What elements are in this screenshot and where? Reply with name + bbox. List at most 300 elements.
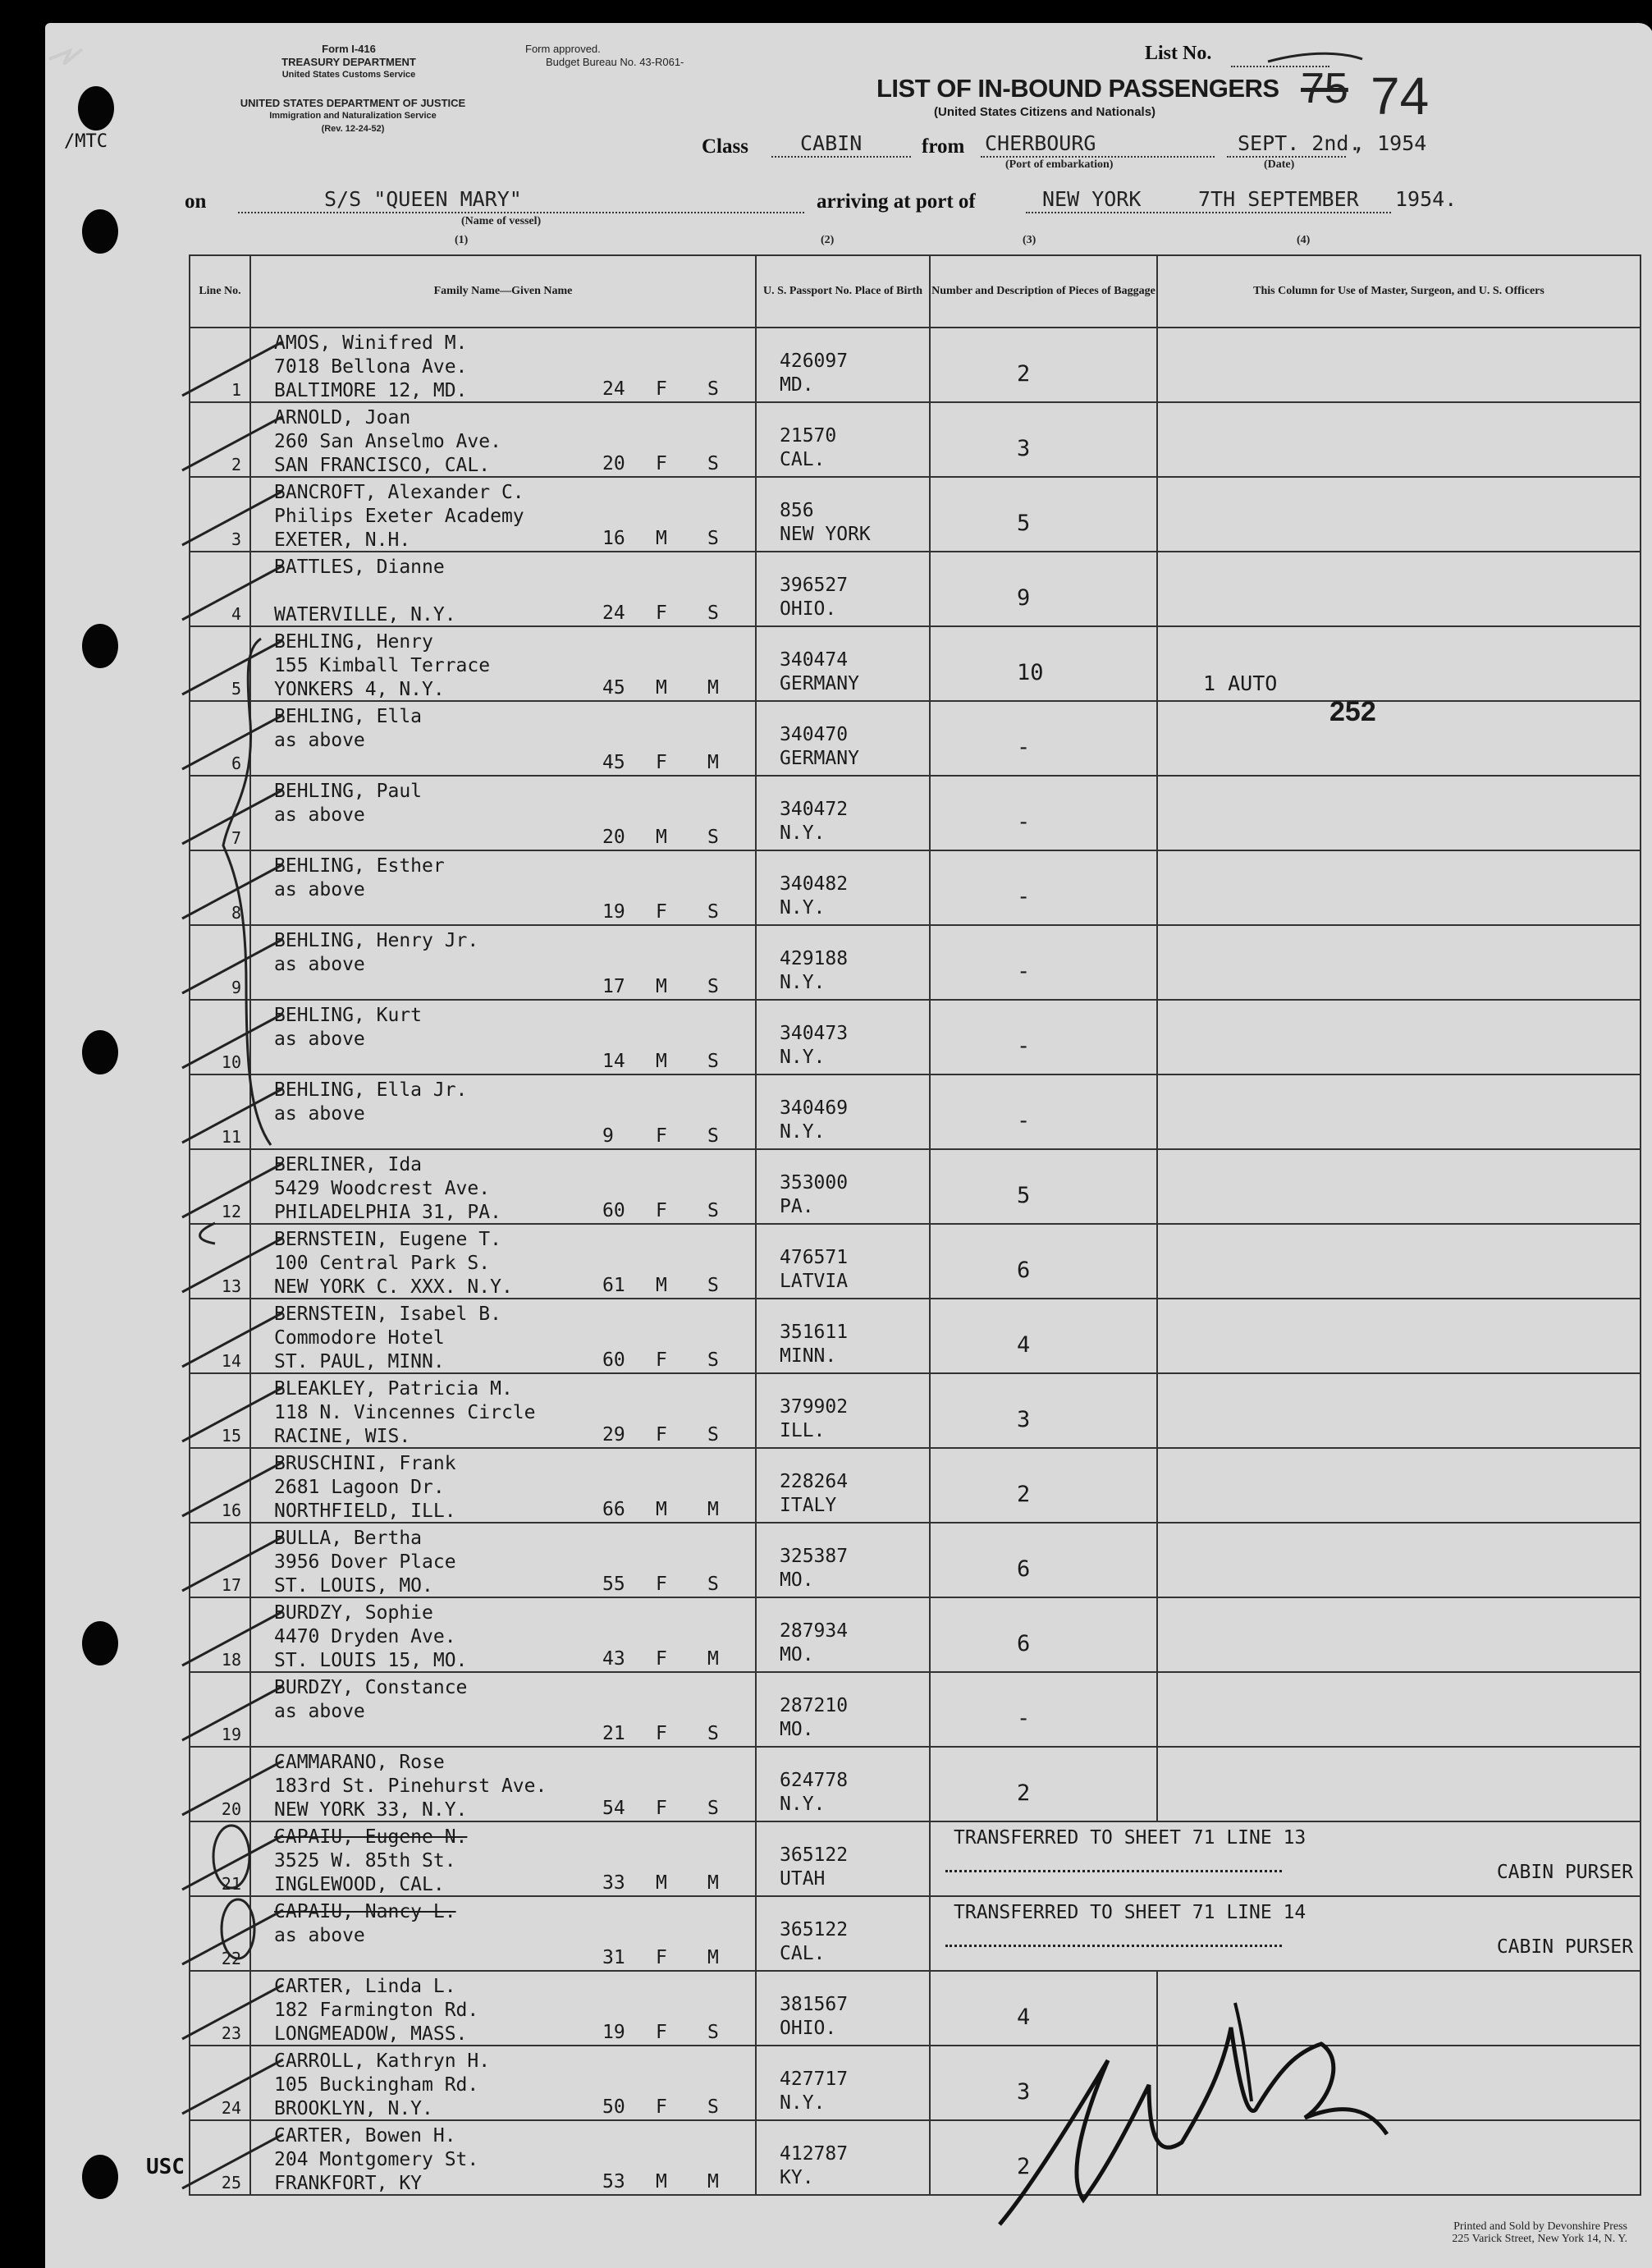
check-stroke	[182, 1537, 283, 1591]
line-number: 17	[221, 1575, 241, 1595]
passenger-name: BERNSTEIN, Isabel B.	[274, 1304, 501, 1325]
check-stroke	[182, 1611, 283, 1665]
age: 60	[602, 1200, 625, 1221]
document-title: LIST OF IN-BOUND PASSENGERS	[876, 74, 1279, 103]
passport-number: 228264	[780, 1471, 849, 1492]
check-stroke	[182, 1313, 283, 1367]
col-num-4: (4)	[1297, 234, 1311, 246]
check-stroke	[182, 1163, 283, 1217]
date-year: , 1954	[1352, 131, 1427, 155]
marital-status: S	[707, 1349, 719, 1371]
passport-number: 624778	[780, 1770, 849, 1791]
age: 19	[602, 2022, 625, 2043]
baggage-count: 9	[1017, 585, 1031, 611]
age: 45	[602, 677, 625, 699]
address-line-1: as above	[274, 1029, 365, 1050]
line-number: 14	[221, 1351, 241, 1371]
passenger-name: BEHLING, Henry Jr.	[274, 930, 479, 951]
passport-number: 365122	[780, 1844, 849, 1866]
address-line-1: as above	[274, 1701, 365, 1722]
check-stroke	[182, 566, 283, 620]
marital-status: S	[707, 1424, 719, 1446]
check-stroke	[182, 341, 283, 396]
address-line-2: LONGMEADOW, MASS.	[274, 2023, 468, 2045]
address-line-1: as above	[274, 879, 365, 900]
marital-status: S	[707, 453, 719, 474]
age: 54	[602, 1798, 625, 1819]
place-of-birth: N.Y.	[780, 1794, 826, 1815]
place-of-birth: N.Y.	[780, 822, 826, 844]
check-stroke	[182, 416, 283, 470]
passport-number: 381567	[780, 1994, 849, 2015]
check-stroke	[182, 1088, 283, 1143]
passenger-name: CARROLL, Kathryn H.	[274, 2050, 491, 2072]
marital-status: M	[707, 1648, 719, 1670]
marital-status: S	[707, 1798, 719, 1819]
age: 21	[602, 1723, 625, 1744]
margin-note: /MTC	[64, 131, 108, 152]
col-num-2: (2)	[821, 234, 835, 246]
age: 29	[602, 1424, 625, 1446]
baggage-count: -	[1017, 809, 1031, 835]
check-stroke	[182, 1238, 283, 1292]
from-value: CHERBOURG	[985, 131, 1096, 155]
arrival-date: 7TH SEPTEMBER	[1198, 187, 1359, 211]
place-of-birth: MD.	[780, 374, 814, 396]
passenger-name: BATTLES, Dianne	[274, 557, 445, 578]
sex: M	[656, 528, 667, 549]
check-stroke	[182, 640, 283, 694]
passport-number: 426097	[780, 351, 849, 372]
form-approved: Form approved.	[525, 43, 601, 55]
transfer-note: TRANSFERRED TO SHEET 71 LINE 14	[954, 1902, 1306, 1923]
passport-number: 353000	[780, 1172, 849, 1194]
baggage-count: 2	[1017, 1780, 1031, 1806]
sex: M	[656, 1872, 667, 1894]
passenger-name: CAPAIU, Nancy L.	[274, 1901, 456, 1922]
on-label: on	[185, 190, 207, 213]
sex: F	[656, 1424, 667, 1446]
place-of-birth: N.Y.	[780, 2092, 826, 2114]
check-stroke	[182, 715, 283, 769]
place-of-birth: N.Y.	[780, 1121, 826, 1143]
passport-number: 340469	[780, 1097, 849, 1119]
baggage-count: 6	[1017, 1556, 1031, 1582]
check-stroke	[182, 1462, 283, 1516]
passenger-name: CARTER, Bowen H.	[274, 2125, 456, 2147]
passport-number: 340474	[780, 649, 849, 671]
marital-status: S	[707, 827, 719, 848]
passenger-name: BERNSTEIN, Eugene T.	[274, 1229, 501, 1250]
marital-status: M	[707, 752, 719, 773]
age: 45	[602, 752, 625, 773]
sex: F	[656, 1349, 667, 1371]
passport-number: 412787	[780, 2143, 849, 2165]
vessel-caption: (Name of vessel)	[461, 215, 542, 227]
line-number: 24	[221, 2098, 241, 2118]
address-line-1: Commodore Hotel	[274, 1327, 445, 1349]
address-line-1: as above	[274, 1925, 365, 1946]
sex: F	[656, 901, 667, 923]
passport-number: 340472	[780, 799, 849, 820]
place-of-birth: ITALY	[780, 1495, 837, 1516]
age: 55	[602, 1574, 625, 1595]
line-number: 16	[221, 1501, 241, 1520]
purser-label: CABIN PURSER	[1496, 1862, 1633, 1883]
sex: F	[656, 1723, 667, 1744]
baggage-count: 5	[1017, 511, 1031, 536]
sex: F	[656, 453, 667, 474]
age: 33	[602, 1872, 625, 1894]
address-line-1: 204 Montgomery St.	[274, 2149, 479, 2170]
age: 14	[602, 1051, 625, 1072]
address-line-1: 260 San Anselmo Ave.	[274, 431, 501, 452]
marital-status: M	[707, 1947, 719, 1968]
from-label: from	[922, 135, 965, 158]
passport-number: 21570	[780, 425, 837, 447]
sex: M	[656, 677, 667, 699]
age: 61	[602, 1275, 625, 1296]
col-header-baggage: Number and Description of Pieces of Baggage	[930, 255, 1157, 328]
baggage-count: 4	[1017, 2005, 1031, 2030]
passenger-name: BEHLING, Kurt	[274, 1005, 423, 1026]
passport-number: 287934	[780, 1620, 849, 1642]
marital-status: S	[707, 603, 719, 624]
age: 24	[602, 378, 625, 400]
age: 20	[602, 827, 625, 848]
sex: F	[656, 1648, 667, 1670]
check-stroke	[182, 1686, 283, 1740]
address-line-1: as above	[274, 954, 365, 975]
date-caption: (Date)	[1264, 158, 1295, 171]
list-number-struck: 75	[1301, 65, 1348, 112]
place-of-birth: CAL.	[780, 449, 826, 470]
address-line-1: 118 N. Vincennes Circle	[274, 1402, 536, 1423]
place-of-birth: MO.	[780, 1719, 814, 1740]
line-number: 21	[221, 1874, 241, 1894]
place-of-birth: OHIO.	[780, 2018, 837, 2039]
address-line-1: 100 Central Park S.	[274, 1253, 491, 1274]
age: 53	[602, 2171, 625, 2192]
line-number: 6	[231, 754, 241, 773]
line-number: 1	[231, 380, 241, 400]
port-caption: (Port of embarkation)	[1005, 158, 1114, 171]
age: 24	[602, 603, 625, 624]
passenger-name: BEHLING, Ella Jr.	[274, 1079, 468, 1101]
marital-status: S	[707, 2096, 719, 2118]
passenger-name: BERLINER, Ida	[274, 1154, 423, 1175]
address-line-2: BROOKLYN, N.Y.	[274, 2098, 433, 2119]
place-of-birth: UTAH	[780, 1868, 826, 1890]
vessel-value: S/S "QUEEN MARY"	[324, 187, 522, 211]
address-line-1: 182 Farmington Rd.	[274, 2000, 479, 2021]
passport-number: 351611	[780, 1322, 849, 1343]
address-line-2: ST. LOUIS 15, MO.	[274, 1650, 468, 1671]
ins-service: Immigration and Naturalization Service	[269, 111, 437, 121]
baggage-count: 3	[1017, 436, 1031, 461]
baggage-count: 6	[1017, 1258, 1031, 1283]
passenger-name: CARTER, Linda L.	[274, 1976, 456, 1997]
baggage-count: -	[1017, 959, 1031, 984]
age: 20	[602, 453, 625, 474]
place-of-birth: MO.	[780, 1569, 814, 1591]
sex: F	[656, 1574, 667, 1595]
marital-status: S	[707, 378, 719, 400]
address-line-2: NEW YORK 33, N.Y.	[274, 1799, 468, 1821]
sex: F	[656, 2096, 667, 2118]
line-number: 25	[221, 2173, 241, 2192]
arrival-year: 1954.	[1395, 187, 1458, 211]
baggage-count: 2	[1017, 2154, 1031, 2179]
line-number: 20	[221, 1799, 241, 1819]
place-of-birth: KY.	[780, 2167, 814, 2188]
passenger-name: BULLA, Bertha	[274, 1528, 423, 1549]
place-of-birth: LATVIA	[780, 1271, 849, 1292]
address-line-2: BALTIMORE 12, MD.	[274, 380, 468, 401]
line-number: 11	[221, 1127, 241, 1147]
justice-dept: UNITED STATES DEPARTMENT OF JUSTICE	[240, 97, 466, 109]
passenger-name: BLEAKLEY, Patricia M.	[274, 1378, 513, 1400]
port-value: NEW YORK	[1042, 187, 1142, 211]
line-number: 8	[231, 903, 241, 923]
address-line-2: FRANKFORT, KY	[274, 2173, 423, 2194]
sex: F	[656, 1125, 667, 1147]
address-line-1: Philips Exeter Academy	[274, 506, 524, 527]
line-number: 12	[221, 1202, 241, 1221]
passenger-name: BEHLING, Paul	[274, 781, 423, 802]
sex: M	[656, 1051, 667, 1072]
check-stroke	[182, 1387, 283, 1441]
baggage-count: 3	[1017, 2079, 1031, 2105]
baggage-count: -	[1017, 735, 1031, 760]
annotation-252: 252	[1329, 696, 1376, 727]
age: 43	[602, 1648, 625, 1670]
sex: M	[656, 976, 667, 997]
address-line-2: ST. PAUL, MINN.	[274, 1351, 445, 1372]
age: 31	[602, 1947, 625, 1968]
col-header-passport: U. S. Passport No. Place of Birth	[756, 255, 930, 328]
baggage-count: -	[1017, 884, 1031, 909]
age: 60	[602, 1349, 625, 1371]
address-line-1: 3525 W. 85th St.	[274, 1850, 456, 1872]
passport-number: 340473	[780, 1023, 849, 1044]
address-line-2: RACINE, WIS.	[274, 1426, 411, 1447]
sex: M	[656, 1275, 667, 1296]
age: 17	[602, 976, 625, 997]
line-number: 22	[221, 1949, 241, 1968]
line-number: 10	[221, 1052, 241, 1072]
sex: M	[656, 1499, 667, 1520]
passenger-name: BANCROFT, Alexander C.	[274, 482, 524, 503]
marital-status: M	[707, 1872, 719, 1894]
passport-number: 476571	[780, 1247, 849, 1268]
address-line-1: as above	[274, 1103, 365, 1125]
sex: F	[656, 1947, 667, 1968]
address-line-1: 7018 Bellona Ave.	[274, 356, 468, 378]
col-header-officers: This Column for Use of Master, Surgeon, and U. S. Officers	[1157, 255, 1641, 328]
sex: M	[656, 2171, 667, 2192]
place-of-birth: ILL.	[780, 1420, 826, 1441]
treasury-dept: TREASURY DEPARTMENT	[281, 56, 416, 68]
check-stroke	[182, 1014, 283, 1068]
address-line-1: 2681 Lagoon Dr.	[274, 1477, 445, 1498]
line-number: 15	[221, 1426, 241, 1446]
passenger-name: BURDZY, Constance	[274, 1677, 468, 1698]
baggage-count: 6	[1017, 1631, 1031, 1656]
line-number: 9	[231, 978, 241, 997]
transfer-note: TRANSFERRED TO SHEET 71 LINE 13	[954, 1827, 1306, 1849]
place-of-birth: MINN.	[780, 1345, 837, 1367]
line-number: 4	[231, 604, 241, 624]
passenger-name: BEHLING, Esther	[274, 855, 445, 877]
date-value: SEPT. 2nd.	[1238, 131, 1361, 155]
printer-line-2: 225 Varick Street, New York 14, N. Y.	[1452, 2233, 1627, 2245]
address-line-1: 105 Buckingham Rd.	[274, 2074, 479, 2096]
marital-status: M	[707, 677, 719, 699]
line-number: 18	[221, 1650, 241, 1670]
sex: F	[656, 1798, 667, 1819]
passport-number: 287210	[780, 1695, 849, 1716]
place-of-birth: N.Y.	[780, 972, 826, 993]
customs-service: United States Customs Service	[281, 70, 416, 80]
address-line-1: as above	[274, 804, 365, 826]
passport-number: 340482	[780, 873, 849, 895]
marital-status: S	[707, 1275, 719, 1296]
age: 66	[602, 1499, 625, 1520]
address-line-1: as above	[274, 730, 365, 751]
place-of-birth: CAL.	[780, 1943, 826, 1964]
place-of-birth: PA.	[780, 1196, 814, 1217]
marital-status: S	[707, 2022, 719, 2043]
arriving-label: arriving at port of	[817, 190, 976, 213]
line-number: 2	[231, 455, 241, 474]
line-number: 7	[231, 828, 241, 848]
marital-status: S	[707, 528, 719, 549]
purser-label: CABIN PURSER	[1496, 1936, 1633, 1958]
passenger-name: CAPAIU, Eugene N.	[274, 1826, 468, 1848]
sex: F	[656, 603, 667, 624]
passenger-name: BRUSCHINI, Frank	[274, 1453, 456, 1474]
age: 50	[602, 2096, 625, 2118]
address-line-2: SAN FRANCISCO, CAL.	[274, 455, 491, 476]
address-line-1: 3956 Dover Place	[274, 1551, 456, 1573]
marital-status: S	[707, 1051, 719, 1072]
passenger-name: ARNOLD, Joan	[274, 407, 411, 428]
class-value: CABIN	[800, 131, 863, 155]
passenger-name: BEHLING, Ella	[274, 706, 423, 727]
sex: F	[656, 378, 667, 400]
marital-status: S	[707, 1723, 719, 1744]
address-line-2: YONKERS 4, N.Y.	[274, 679, 445, 700]
address-line-2: ST. LOUIS, MO.	[274, 1575, 433, 1597]
list-label: List No.	[1145, 43, 1212, 64]
address-line-2: NEW YORK C. XXX. N.Y.	[274, 1276, 513, 1298]
form-revision: (Rev. 12-24-52)	[321, 124, 385, 134]
sex: F	[656, 752, 667, 773]
check-stroke	[182, 939, 283, 993]
baggage-count: -	[1017, 1706, 1031, 1731]
address-line-2: INGLEWOOD, CAL.	[274, 1874, 445, 1895]
col-header-name: Family Name—Given Name	[250, 255, 756, 328]
class-label: Class	[702, 135, 748, 158]
age: 16	[602, 528, 625, 549]
printer-line-1: Printed and Sold by Devonshire Press	[1453, 2220, 1627, 2233]
baggage-count: 3	[1017, 1407, 1031, 1432]
passenger-name: AMOS, Winifred M.	[274, 332, 468, 354]
place-of-birth: GERMANY	[780, 748, 859, 769]
sex: M	[656, 827, 667, 848]
check-stroke	[182, 2134, 283, 2188]
passport-number: 396527	[780, 575, 849, 596]
col-num-3: (3)	[1023, 234, 1037, 246]
line-number: 13	[221, 1276, 241, 1296]
passenger-name: BEHLING, Henry	[274, 631, 433, 653]
baggage-count: 10	[1017, 660, 1044, 685]
check-stroke	[182, 2060, 283, 2114]
baggage-count: -	[1017, 1033, 1031, 1059]
address-line-1: 5429 Woodcrest Ave.	[274, 1178, 491, 1199]
place-of-birth: OHIO.	[780, 598, 837, 620]
place-of-birth: MO.	[780, 1644, 814, 1665]
baggage-count: 4	[1017, 1332, 1031, 1358]
sex: F	[656, 2022, 667, 2043]
baggage-count: -	[1017, 1108, 1031, 1134]
age: 19	[602, 901, 625, 923]
line-number: 23	[221, 2023, 241, 2043]
budget-bureau: Budget Bureau No. 43-R061-	[546, 56, 684, 68]
address-line-2: WATERVILLE, N.Y.	[274, 604, 456, 625]
passenger-name: BURDZY, Sophie	[274, 1602, 433, 1624]
marital-status: S	[707, 901, 719, 923]
address-line-2: NORTHFIELD, ILL.	[274, 1501, 456, 1522]
marital-status: M	[707, 2171, 719, 2192]
check-stroke	[182, 1761, 283, 1815]
place-of-birth: NEW YORK	[780, 524, 871, 545]
line-number: 19	[221, 1725, 241, 1744]
passport-number: 856	[780, 500, 814, 521]
col-header-line: Line No.	[190, 255, 250, 328]
baggage-count: 5	[1017, 1183, 1031, 1208]
passenger-name: CAMMARANO, Rose	[274, 1752, 445, 1773]
list-number: 74	[1371, 66, 1430, 126]
passport-number: 365122	[780, 1919, 849, 1940]
line-number: 5	[231, 679, 241, 699]
marital-status: S	[707, 976, 719, 997]
passport-number: 427717	[780, 2069, 849, 2090]
marital-status: S	[707, 1125, 719, 1147]
place-of-birth: N.Y.	[780, 897, 826, 919]
marital-status: S	[707, 1574, 719, 1595]
address-line-2: EXETER, N.H.	[274, 529, 411, 551]
check-stroke	[182, 1835, 283, 1890]
place-of-birth: GERMANY	[780, 673, 859, 694]
passport-number: 340470	[780, 724, 849, 745]
baggage-count: 2	[1017, 361, 1031, 387]
col-num-1: (1)	[455, 234, 469, 246]
age: 9	[602, 1125, 614, 1147]
form-number: Form I-416	[322, 43, 376, 55]
place-of-birth: N.Y.	[780, 1047, 826, 1068]
address-line-1: 155 Kimball Terrace	[274, 655, 491, 676]
document-subtitle: (United States Citizens and Nationals)	[934, 105, 1156, 119]
sex: F	[656, 1200, 667, 1221]
marital-status: M	[707, 1499, 719, 1520]
baggage-count: 2	[1017, 1482, 1031, 1507]
check-stroke	[182, 1985, 283, 2039]
address-line-1: 4470 Dryden Ave.	[274, 1626, 456, 1647]
signature	[1000, 2027, 1387, 2224]
check-stroke	[182, 491, 283, 545]
